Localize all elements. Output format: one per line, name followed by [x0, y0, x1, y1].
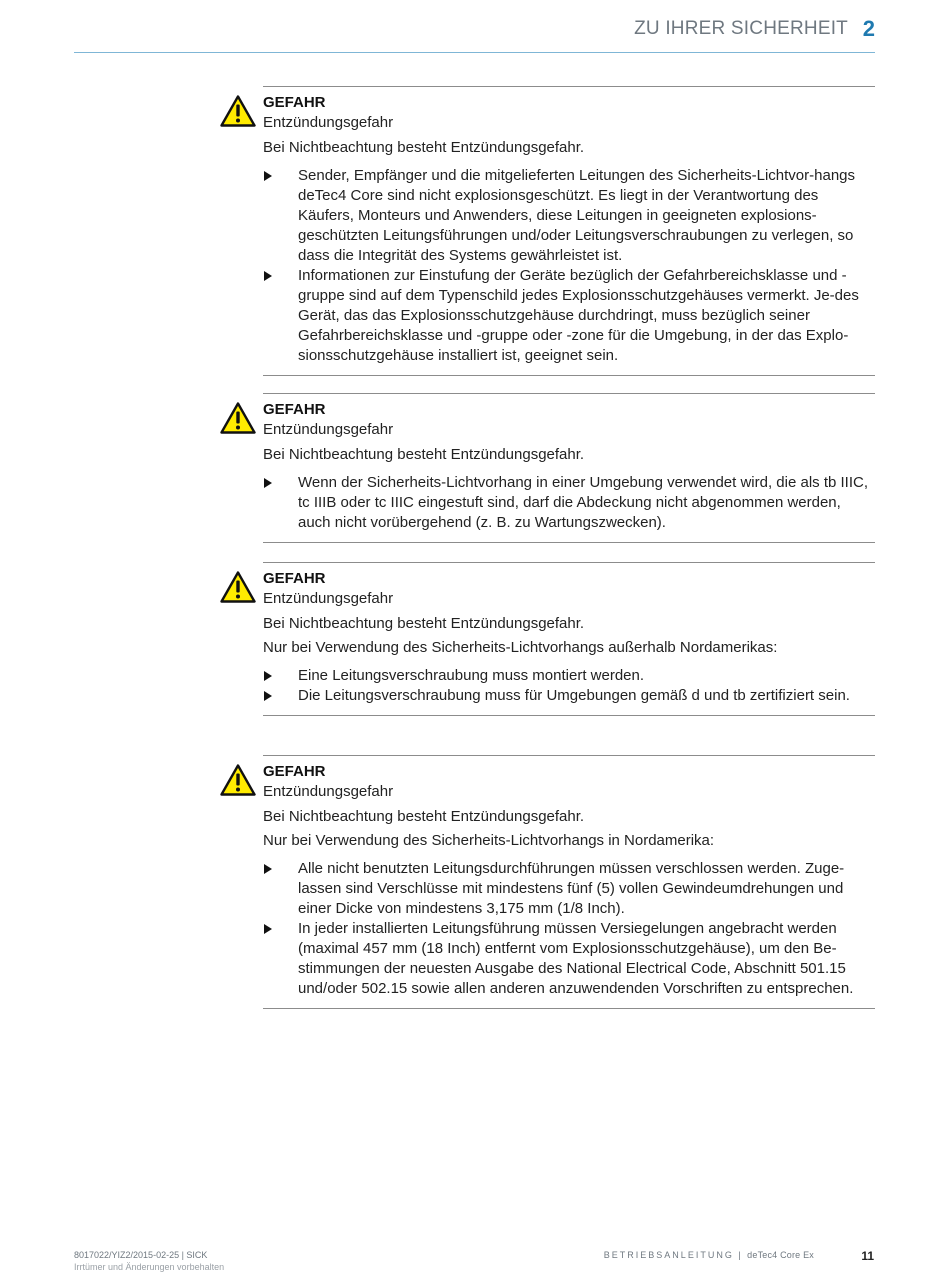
warning-label: GEFAHR — [263, 763, 326, 780]
header-divider — [74, 52, 875, 53]
measures-list — [263, 166, 875, 366]
warning-label: GEFAHR — [263, 94, 326, 111]
warning-bottom-rule — [263, 542, 875, 543]
bullet-arrow-icon — [264, 924, 272, 934]
measure-text: Eine Leitungsverschraubung muss montiert werden. — [298, 667, 645, 684]
warning-box — [220, 393, 875, 543]
measure-text: Wenn der Sicherheits-Lichtvorhang in einer Umgebung verwendet wird, die als tb IIIC, tc IIIB oder tc IIIC eingestuft sind, darf die Abdeckung nicht abgenommen werden, auch nicht vorübergehend (z. B. zu Wartungszwecken). — [298, 474, 869, 531]
measure-item — [263, 266, 875, 366]
warning-triangle-icon — [220, 764, 256, 796]
warning-label: GEFAHR — [263, 570, 326, 587]
measure-text: Informationen zur Einstufung der Geräte bezüglich der Gefahrbereichsklasse und -gruppe sind auf dem Typenschild jedes Explosionsschutzgehäuses vermerkt. Je-des Gerät, das das Explosionsschutzgehäuse durchdringt, muss bezüglich seiner Gefahrbereichsklasse und -gruppe oder -zone für die Umgebung, in der das Explo-sionsschutzgehäuse installiert ist, geeignet sein. — [298, 267, 859, 364]
footer-doc-info — [74, 1249, 224, 1273]
bullet-arrow-icon — [264, 478, 272, 488]
warning-consequence: Bei Nichtbeachtung besteht Entzündungsgefahr. — [263, 808, 585, 825]
warning-bottom-rule — [263, 375, 875, 376]
chapter-number: 2 — [862, 16, 875, 41]
warning-condition: Nur bei Verwendung des Sicherheits-Lichtvorhangs in Nordamerika: — [263, 832, 715, 849]
bullet-arrow-icon — [264, 691, 272, 701]
measure-item — [263, 859, 875, 919]
measure-text: Die Leitungsverschraubung muss für Umgebungen gemäß d und tb zertifiziert sein. — [298, 687, 850, 704]
footer-product: deTec4 Core Ex — [747, 1250, 814, 1260]
bullet-arrow-icon — [264, 171, 272, 181]
bullet-arrow-icon — [264, 271, 272, 281]
footer-doc-id: 8017022/YIZ2/2015-02-25 | SICK — [74, 1250, 208, 1260]
footer-disclaimer: Irrtümer und Änderungen vorbehalten — [74, 1262, 225, 1272]
measures-list — [263, 473, 875, 533]
warning-subtitle: Entzündungsgefahr — [263, 421, 394, 438]
header-title: ZU IHRER SICHERHEIT — [634, 18, 848, 39]
measure-item — [263, 473, 875, 533]
warning-bottom-rule — [263, 715, 875, 716]
warning-box — [220, 755, 875, 1009]
measure-text: Sender, Empfänger und die mitgelieferten Leitungen des Sicherheits-Lichtvor-hangs deTec4 Core sind nicht explosionsgeschützt. Es liegt in der Verantwortung des Käufers, Monteurs und Anwenders, diese Leitungen in geeigneten explosions-geschützten Leitungsführungen und/oder Leitungsverschraubungen zu verlegen, so dass die Integrität des Systems gewährleistet ist. — [298, 167, 856, 264]
warning-subtitle: Entzündungsgefahr — [263, 590, 394, 607]
warning-triangle-icon — [220, 95, 256, 127]
warning-subtitle: Entzündungsgefahr — [263, 783, 394, 800]
footer-doc-type: BETRIEBSANLEITUNG | — [603, 1250, 748, 1260]
measures-list — [263, 666, 875, 706]
warning-consequence: Bei Nichtbeachtung besteht Entzündungsgefahr. — [263, 446, 585, 463]
page-number: 11 — [861, 1249, 874, 1263]
warning-consequence: Bei Nichtbeachtung besteht Entzündungsgefahr. — [263, 139, 585, 156]
warning-subtitle: Entzündungsgefahr — [263, 114, 394, 131]
warning-box — [220, 86, 875, 376]
measure-text: In jeder installierten Leitungsführung müssen Versiegelungen angebracht werden (maximal 457 mm (18 Inch) entfernt vom Explosionsschutzgehäuse), um den Be-stimmungen der neuesten Ausgabe des National Electrical Code, Abschnitt 501.15 und/oder 502.15 sowie allen anderen anzuwendenden Vorschriften zu entsprechen. — [298, 920, 854, 997]
warning-label: GEFAHR — [263, 401, 326, 418]
bullet-arrow-icon — [264, 864, 272, 874]
warning-triangle-icon — [220, 402, 256, 434]
measures-list — [263, 859, 875, 999]
warning-condition: Nur bei Verwendung des Sicherheits-Lichtvorhangs außerhalb Nordamerikas: — [263, 639, 778, 656]
warning-box — [220, 562, 875, 716]
footer-title — [604, 1250, 814, 1260]
warning-bottom-rule — [263, 1008, 875, 1009]
measure-item — [263, 919, 875, 999]
measure-text: Alle nicht benutzten Leitungsdurchführungen müssen verschlossen werden. Zuge-lassen sind Verschlüsse mit mindestens fünf (5) vollen Gewindeumdrehungen und einer Dicke von mindestens 3,175 mm (1/8 Inch). — [298, 860, 845, 917]
measure-item — [263, 166, 875, 266]
measure-item — [263, 686, 875, 706]
measure-item — [263, 666, 875, 686]
warning-consequence: Bei Nichtbeachtung besteht Entzündungsgefahr. — [263, 615, 585, 632]
bullet-arrow-icon — [264, 671, 272, 681]
warning-triangle-icon — [220, 571, 256, 603]
